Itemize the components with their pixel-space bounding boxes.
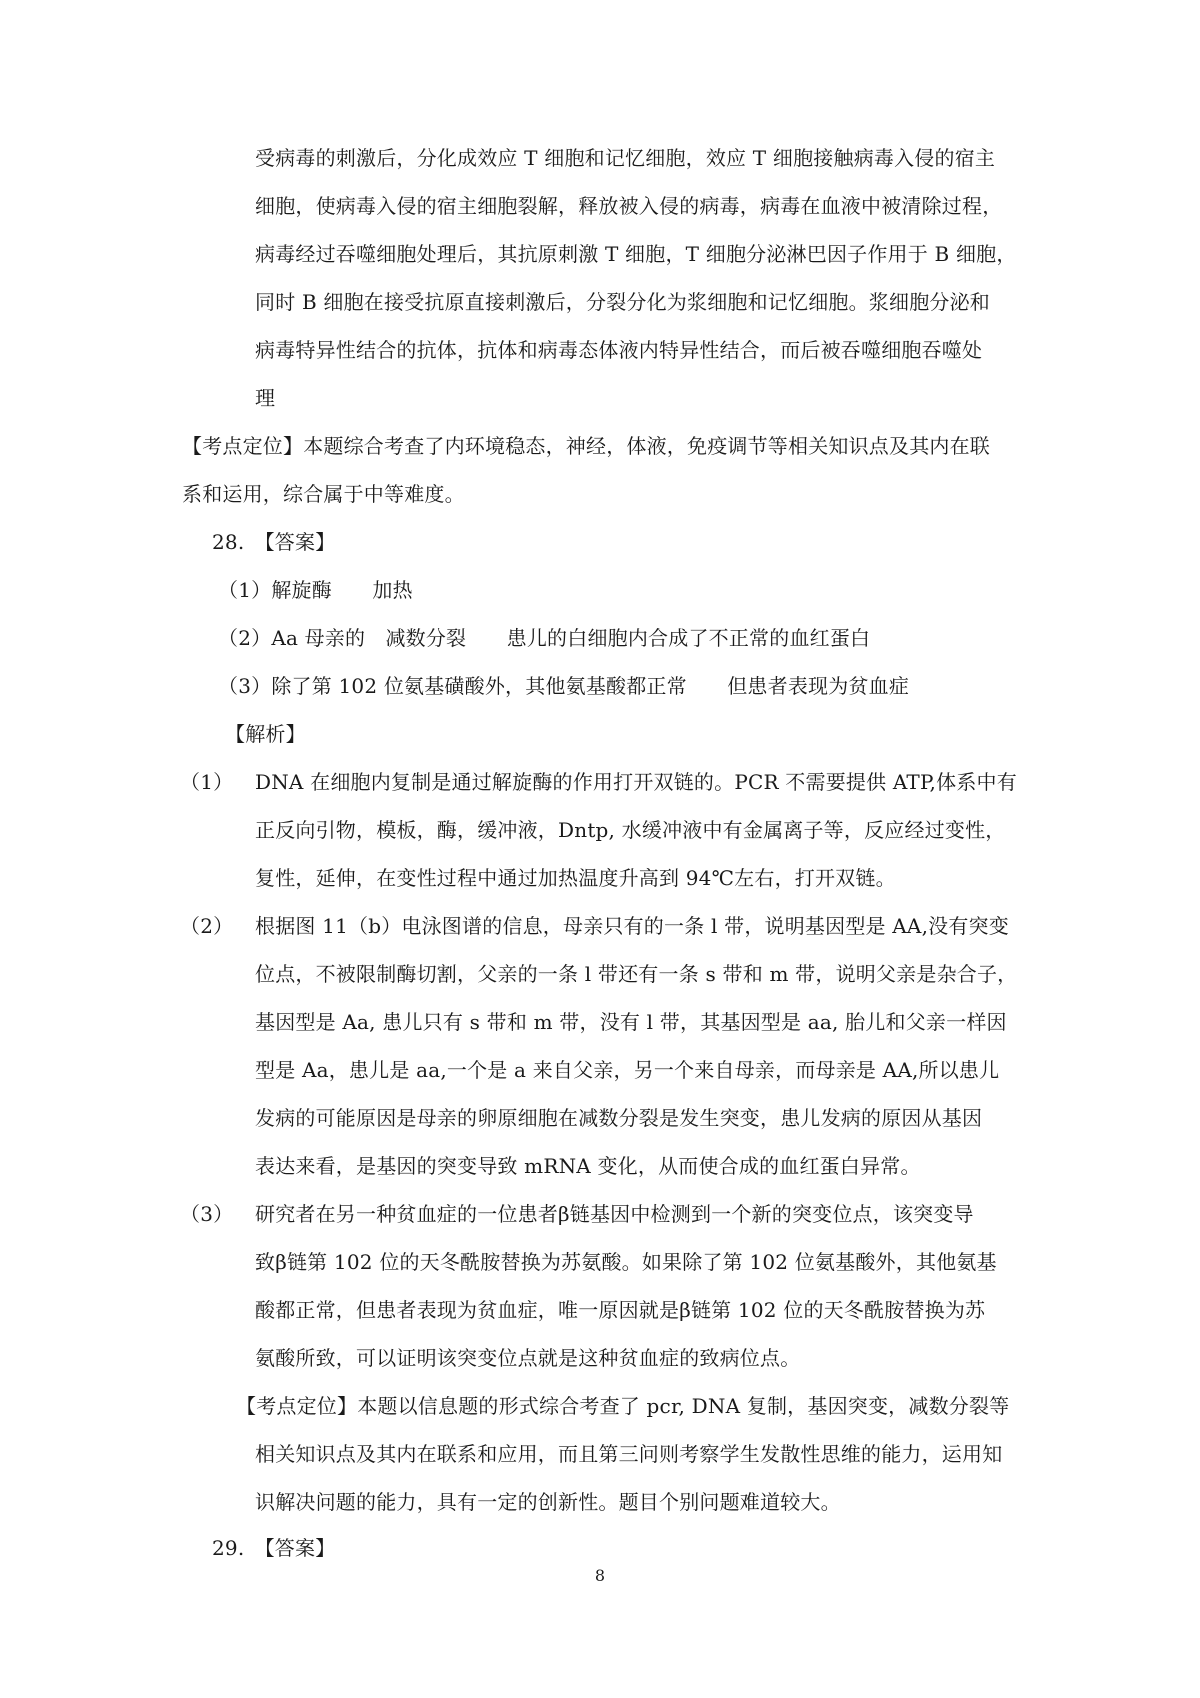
item-number: （1） (180, 770, 234, 794)
text-line: 氨酸所致，可以证明该突变位点就是这种贫血症的致病位点。 (255, 1346, 801, 1370)
page-number: 8 (594, 1566, 606, 1585)
text-line: 同时 B 细胞在接受抗原直接刺激后，分裂分化为浆细胞和记忆细胞。浆细胞分泌和 (255, 290, 991, 314)
text-line: 病毒经过吞噬细胞处理后，其抗原刺激 T 细胞，T 细胞分泌淋巴因子作用于 B 细胞， (255, 242, 1017, 266)
text-line: 基因型是 Aa, 患儿只有 s 带和 m 带，没有 l 带，其基因型是 aa, 胎儿和父亲一样因 (255, 1010, 1007, 1034)
answer-item: （3）除了第 102 位氨基磺酸外，其他氨基酸都正常 但患者表现为贫血症 (218, 674, 910, 698)
text-line: 型是 Aa，患儿是 aa,一个是 a 来自父亲，另一个来自母亲，而母亲是 AA,所以患儿 (255, 1058, 1000, 1082)
exam-point-heading: 【考点定位】本题综合考查了内环境稳态，神经，体液，免疫调节等相关知识点及其内在联 (182, 434, 990, 458)
answer-item: （1）解旋酶 加热 (218, 578, 413, 602)
text-line: 根据图 11（b）电泳图谱的信息，母亲只有的一条 l 带，说明基因型是 AA,没有突变 (255, 914, 1009, 938)
text-line: 理 (255, 386, 276, 410)
text-line: 复性，延伸，在变性过程中通过加热温度升高到 94℃左右，打开双链。 (255, 866, 896, 890)
analysis-heading: 【解析】 (225, 722, 306, 746)
text-line: 相关知识点及其内在联系和应用，而且第三问则考察学生发散性思维的能力，运用知 (255, 1442, 1003, 1466)
item-number: （2） (180, 914, 234, 938)
text-line: 致β链第 102 位的天冬酰胺替换为苏氨酸。如果除了第 102 位氨基酸外，其他氨基 (255, 1250, 997, 1274)
exam-point-heading: 【考点定位】本题以信息题的形式综合考查了 pcr, DNA 复制，基因突变，减数分裂等 (236, 1394, 1010, 1418)
text-line: 受病毒的刺激后，分化成效应 T 细胞和记忆细胞，效应 T 细胞接触病毒入侵的宿主 (255, 146, 996, 170)
answer-heading-29: 29. 【答案】 (212, 1536, 336, 1560)
text-line: 位点，不被限制酶切割，父亲的一条 l 带还有一条 s 带和 m 带，说明父亲是杂合子， (255, 962, 1018, 986)
text-line: DNA 在细胞内复制是通过解旋酶的作用打开双链的。PCR 不需要提供 ATP,体系中有 (255, 770, 1017, 794)
item-number: （3） (180, 1202, 234, 1226)
answer-heading-28: 28. 【答案】 (212, 530, 336, 554)
text-line: 研究者在另一种贫血症的一位患者β链基因中检测到一个新的突变位点，该突变导 (255, 1202, 974, 1226)
text-line: 病毒特异性结合的抗体，抗体和病毒态体液内特异性结合，而后被吞噬细胞吞噬处 (255, 338, 983, 362)
answer-item: （2）Aa 母亲的 减数分裂 患儿的白细胞内合成了不正常的血红蛋白 (218, 626, 871, 650)
text-line: 表达来看，是基因的突变导致 mRNA 变化，从而使合成的血红蛋白异常。 (255, 1154, 921, 1178)
text-line: 识解决问题的能力，具有一定的创新性。题目个别问题难道较大。 (255, 1490, 841, 1514)
text-line: 发病的可能原因是母亲的卵原细胞在减数分裂是发生突变，患儿发病的原因从基因 (255, 1106, 983, 1130)
text-line: 系和运用，综合属于中等难度。 (182, 482, 465, 506)
text-line: 细胞，使病毒入侵的宿主细胞裂解，释放被入侵的病毒，病毒在血液中被清除过程， (255, 194, 1003, 218)
text-line: 酸都正常，但患者表现为贫血症，唯一原因就是β链第 102 位的天冬酰胺替换为苏 (255, 1298, 986, 1322)
text-line: 正反向引物，模板，酶，缓冲液，Dntp, 水缓冲液中有金属离子等，反应经过变性， (255, 818, 1006, 842)
